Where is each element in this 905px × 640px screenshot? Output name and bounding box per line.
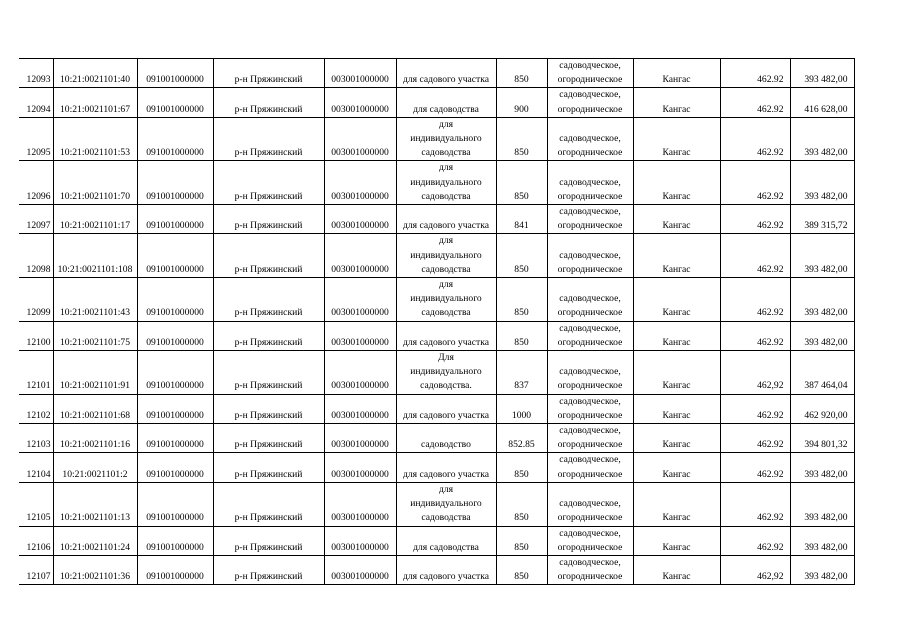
row-number-cell: 12107 — [19, 555, 53, 584]
row-number-cell: 12102 — [19, 394, 53, 423]
permitted-use-cell — [396, 526, 496, 555]
use-category-cell-line: огородническое — [557, 74, 623, 86]
permitted-use-cell-line: индивидуального — [410, 176, 482, 188]
district-cell: р-н Пряжинский — [213, 278, 324, 322]
locality-cell: Кангас — [633, 555, 720, 584]
row-number-cell: 12104 — [19, 453, 53, 482]
row-number-cell: 12101 — [19, 351, 53, 395]
oktmo-code-cell: 003001000000 — [324, 482, 396, 526]
permitted-use-cell-line: для садового участка — [402, 74, 490, 86]
row-number-cell: 12094 — [19, 88, 53, 117]
cadastral-value-cell: 393 482,00 — [790, 161, 854, 205]
use-category-cell-line: огородническое — [557, 380, 623, 392]
cadastral-number-cell: 10:21:0021101:67 — [53, 88, 137, 117]
oktmo-code-cell: 003001000000 — [324, 351, 396, 395]
table-row — [19, 394, 854, 423]
permitted-use-cell-line: садоводства — [421, 147, 471, 159]
permitted-use-cell-line: садоводства — [421, 263, 471, 275]
cadastral-number-cell: 10:21:0021101:13 — [53, 482, 137, 526]
area-cell: 850 — [496, 555, 547, 584]
cadastral-value-cell: 393 482,00 — [790, 117, 854, 161]
specific-value-cell: 462.92 — [720, 88, 790, 117]
use-category-cell-line: огородническое — [557, 103, 623, 115]
row-number-cell: 12097 — [19, 205, 53, 234]
permitted-use-cell — [396, 205, 496, 234]
specific-value-cell: 462,92 — [720, 555, 790, 584]
oktmo-code-cell: 003001000000 — [324, 234, 396, 278]
row-number-cell: 12093 — [19, 59, 53, 88]
district-cell: р-н Пряжинский — [213, 234, 324, 278]
use-category-cell-line: садоводческое, — [559, 498, 621, 510]
use-category-cell — [547, 234, 633, 278]
cadastral-value-cell: 416 628,00 — [790, 88, 854, 117]
oktmo-code-cell: 003001000000 — [324, 88, 396, 117]
cadastral-number-cell: 10:21:0021101:68 — [53, 394, 137, 423]
cadastral-number-cell: 10:21:0021101:36 — [53, 555, 137, 584]
permitted-use-cell — [396, 278, 496, 322]
district-cell: р-н Пряжинский — [213, 394, 324, 423]
cadastral-value-table — [19, 58, 855, 585]
row-number-cell: 12105 — [19, 482, 53, 526]
cadastral-number-cell: 10:21:0021101:16 — [53, 424, 137, 453]
permitted-use-cell-line: для — [438, 483, 454, 495]
oktmo-code-cell: 003001000000 — [324, 526, 396, 555]
use-category-cell — [547, 394, 633, 423]
use-category-cell-line: огородническое — [557, 541, 623, 553]
use-category-cell — [547, 453, 633, 482]
locality-cell: Кангас — [633, 205, 720, 234]
oktmo-code-cell: 003001000000 — [324, 205, 396, 234]
row-number-cell: 12095 — [19, 117, 53, 161]
permitted-use-cell-line: для садового участка — [402, 409, 490, 421]
specific-value-cell: 462.92 — [720, 424, 790, 453]
cadastral-number-cell: 10:21:0021101:17 — [53, 205, 137, 234]
permitted-use-cell — [396, 117, 496, 161]
okato-code-cell: 091001000000 — [137, 351, 213, 395]
use-category-cell-line: огородническое — [557, 468, 623, 480]
specific-value-cell: 462.92 — [720, 453, 790, 482]
use-category-cell-line: садоводческое, — [559, 206, 621, 218]
district-cell: р-н Пряжинский — [213, 526, 324, 555]
use-category-cell — [547, 161, 633, 205]
permitted-use-cell-line: индивидуального — [410, 293, 482, 305]
table-row — [19, 555, 854, 584]
table-row — [19, 482, 854, 526]
area-cell: 850 — [496, 526, 547, 555]
okato-code-cell: 091001000000 — [137, 526, 213, 555]
specific-value-cell: 462.92 — [720, 278, 790, 322]
specific-value-cell: 462.92 — [720, 526, 790, 555]
area-cell: 850 — [496, 161, 547, 205]
use-category-cell — [547, 321, 633, 350]
use-category-cell-line: садоводческое, — [559, 322, 621, 334]
use-category-cell-line: садоводческое, — [559, 133, 621, 145]
specific-value-cell: 462.92 — [720, 482, 790, 526]
specific-value-cell: 462.92 — [720, 234, 790, 278]
cadastral-number-cell: 10:21:0021101:108 — [53, 234, 137, 278]
okato-code-cell: 091001000000 — [137, 482, 213, 526]
okato-code-cell: 091001000000 — [137, 424, 213, 453]
cadastral-number-cell: 10:21:0021101:2 — [53, 453, 137, 482]
cadastral-number-cell: 10:21:0021101:91 — [53, 351, 137, 395]
permitted-use-cell-line: для садоводства — [413, 103, 479, 115]
okato-code-cell: 091001000000 — [137, 278, 213, 322]
permitted-use-cell — [396, 482, 496, 526]
permitted-use-cell-line: садоводства — [421, 190, 471, 202]
table-row — [19, 351, 854, 395]
use-category-cell-line: огородническое — [557, 147, 623, 159]
cadastral-value-cell: 393 482,00 — [790, 278, 854, 322]
okato-code-cell: 091001000000 — [137, 117, 213, 161]
use-category-cell — [547, 482, 633, 526]
permitted-use-cell — [396, 424, 496, 453]
table-row — [19, 526, 854, 555]
permitted-use-cell-line: садоводства — [421, 307, 471, 319]
row-number-cell: 12096 — [19, 161, 53, 205]
use-category-cell — [547, 205, 633, 234]
permitted-use-cell — [396, 88, 496, 117]
area-cell: 850 — [496, 117, 547, 161]
district-cell: р-н Пряжинский — [213, 59, 324, 88]
use-category-cell-line: огородническое — [557, 512, 623, 524]
permitted-use-cell — [396, 453, 496, 482]
use-category-cell — [547, 351, 633, 395]
use-category-cell — [547, 424, 633, 453]
permitted-use-cell-line: садоводства. — [420, 380, 472, 392]
okato-code-cell: 091001000000 — [137, 205, 213, 234]
cadastral-value-cell: 462 920,00 — [790, 394, 854, 423]
district-cell: р-н Пряжинский — [213, 453, 324, 482]
use-category-cell-line: огородническое — [557, 307, 623, 319]
area-cell: 850 — [496, 482, 547, 526]
oktmo-code-cell: 003001000000 — [324, 424, 396, 453]
row-number-cell: 12103 — [19, 424, 53, 453]
cadastral-value-cell: 393 482,00 — [790, 555, 854, 584]
use-category-cell — [547, 117, 633, 161]
cadastral-value-cell: 393 482,00 — [790, 59, 854, 88]
cadastral-number-cell: 10:21:0021101:40 — [53, 59, 137, 88]
use-category-cell-line: огородническое — [557, 409, 623, 421]
specific-value-cell: 462.92 — [720, 59, 790, 88]
district-cell: р-н Пряжинский — [213, 161, 324, 205]
specific-value-cell: 462,92 — [720, 351, 790, 395]
table-row — [19, 59, 854, 88]
area-cell: 850 — [496, 234, 547, 278]
use-category-cell-line: садоводческое, — [559, 366, 621, 378]
cadastral-number-cell: 10:21:0021101:70 — [53, 161, 137, 205]
area-cell: 850 — [496, 59, 547, 88]
use-category-cell-line: огородническое — [557, 190, 623, 202]
locality-cell: Кангас — [633, 351, 720, 395]
okato-code-cell: 091001000000 — [137, 88, 213, 117]
cadastral-value-cell: 393 482,00 — [790, 234, 854, 278]
permitted-use-cell-line: для садового участка — [402, 468, 490, 480]
permitted-use-cell-line: для — [438, 279, 454, 291]
permitted-use-cell — [396, 59, 496, 88]
locality-cell: Кангас — [633, 453, 720, 482]
cadastral-number-cell: 10:21:0021101:24 — [53, 526, 137, 555]
okato-code-cell: 091001000000 — [137, 555, 213, 584]
specific-value-cell: 462.92 — [720, 394, 790, 423]
permitted-use-cell-line: для садового участка — [402, 336, 490, 348]
oktmo-code-cell: 003001000000 — [324, 59, 396, 88]
locality-cell: Кангас — [633, 394, 720, 423]
table-row — [19, 278, 854, 322]
use-category-cell-line: садоводческое, — [559, 89, 621, 101]
permitted-use-cell-line: для садового участка — [402, 220, 490, 232]
area-cell: 850 — [496, 278, 547, 322]
row-number-cell: 12100 — [19, 321, 53, 350]
use-category-cell-line: огородническое — [557, 439, 623, 451]
district-cell: р-н Пряжинский — [213, 351, 324, 395]
locality-cell: Кангас — [633, 278, 720, 322]
use-category-cell-line: садоводческое, — [559, 454, 621, 466]
use-category-cell-line: садоводческое, — [559, 60, 621, 71]
table-row — [19, 424, 854, 453]
table-row — [19, 161, 854, 205]
permitted-use-cell — [396, 555, 496, 584]
area-cell: 850 — [496, 453, 547, 482]
permitted-use-cell-line: индивидуального — [410, 366, 482, 378]
okato-code-cell: 091001000000 — [137, 234, 213, 278]
oktmo-code-cell: 003001000000 — [324, 161, 396, 205]
permitted-use-cell-line: садоводство — [421, 439, 471, 451]
area-cell: 1000 — [496, 394, 547, 423]
locality-cell: Кангас — [633, 526, 720, 555]
use-category-cell-line: садоводческое, — [559, 425, 621, 437]
locality-cell: Кангас — [633, 88, 720, 117]
row-number-cell: 12099 — [19, 278, 53, 322]
table-row — [19, 117, 854, 161]
use-category-cell-line: садоводческое, — [559, 176, 621, 188]
cadastral-value-cell: 389 315,72 — [790, 205, 854, 234]
permitted-use-cell-line: для — [438, 162, 454, 174]
use-category-cell — [547, 555, 633, 584]
district-cell: р-н Пряжинский — [213, 555, 324, 584]
use-category-cell — [547, 59, 633, 88]
use-category-cell-line: огородническое — [557, 263, 623, 275]
okato-code-cell: 091001000000 — [137, 59, 213, 88]
locality-cell: Кангас — [633, 321, 720, 350]
oktmo-code-cell: 003001000000 — [324, 555, 396, 584]
specific-value-cell: 462.92 — [720, 161, 790, 205]
specific-value-cell: 462.92 — [720, 117, 790, 161]
district-cell: р-н Пряжинский — [213, 424, 324, 453]
cadastral-value-cell: 394 801,32 — [790, 424, 854, 453]
table-row — [19, 321, 854, 350]
cadastral-value-cell: 393 482,00 — [790, 526, 854, 555]
locality-cell: Кангас — [633, 482, 720, 526]
oktmo-code-cell: 003001000000 — [324, 321, 396, 350]
use-category-cell — [547, 526, 633, 555]
use-category-cell-line: садоводческое, — [559, 249, 621, 261]
specific-value-cell: 462.92 — [720, 321, 790, 350]
okato-code-cell: 091001000000 — [137, 161, 213, 205]
permitted-use-cell-line: для садоводства — [413, 541, 479, 553]
okato-code-cell: 091001000000 — [137, 321, 213, 350]
table-body — [19, 59, 854, 585]
permitted-use-cell-line: индивидуального — [410, 133, 482, 145]
specific-value-cell: 462.92 — [720, 205, 790, 234]
permitted-use-cell-line: индивидуального — [410, 249, 482, 261]
cadastral-value-cell: 393 482,00 — [790, 453, 854, 482]
permitted-use-cell-line: для садового участка — [402, 571, 490, 583]
district-cell: р-н Пряжинский — [213, 321, 324, 350]
area-cell: 900 — [496, 88, 547, 117]
row-number-cell: 12098 — [19, 234, 53, 278]
cadastral-number-cell: 10:21:0021101:75 — [53, 321, 137, 350]
permitted-use-cell — [396, 234, 496, 278]
area-cell: 852.85 — [496, 424, 547, 453]
okato-code-cell: 091001000000 — [137, 394, 213, 423]
cadastral-number-cell: 10:21:0021101:53 — [53, 117, 137, 161]
permitted-use-cell-line: для — [438, 235, 454, 247]
locality-cell: Кангас — [633, 117, 720, 161]
use-category-cell — [547, 88, 633, 117]
locality-cell: Кангас — [633, 234, 720, 278]
oktmo-code-cell: 003001000000 — [324, 453, 396, 482]
use-category-cell-line: садоводческое, — [559, 293, 621, 305]
permitted-use-cell-line: Для — [438, 352, 454, 364]
cadastral-value-cell: 393 482,00 — [790, 321, 854, 350]
use-category-cell-line: огородническое — [557, 336, 623, 348]
permitted-use-cell-line: садоводства — [421, 512, 471, 524]
district-cell: р-н Пряжинский — [213, 482, 324, 526]
okato-code-cell: 091001000000 — [137, 453, 213, 482]
permitted-use-cell-line: для — [438, 118, 454, 130]
area-cell: 837 — [496, 351, 547, 395]
permitted-use-cell-line: индивидуального — [410, 498, 482, 510]
cadastral-value-cell: 393 482,00 — [790, 482, 854, 526]
permitted-use-cell — [396, 321, 496, 350]
permitted-use-cell — [396, 351, 496, 395]
use-category-cell-line: садоводческое, — [559, 527, 621, 539]
use-category-cell-line: садоводческое, — [559, 556, 621, 568]
permitted-use-cell — [396, 161, 496, 205]
table-row — [19, 234, 854, 278]
cadastral-value-cell: 387 464,04 — [790, 351, 854, 395]
table-row — [19, 453, 854, 482]
cadastral-number-cell: 10:21:0021101:43 — [53, 278, 137, 322]
table-row — [19, 205, 854, 234]
locality-cell: Кангас — [633, 161, 720, 205]
use-category-cell — [547, 278, 633, 322]
locality-cell: Кангас — [633, 424, 720, 453]
district-cell: р-н Пряжинский — [213, 88, 324, 117]
oktmo-code-cell: 003001000000 — [324, 117, 396, 161]
use-category-cell-line: садоводческое, — [559, 395, 621, 407]
area-cell: 841 — [496, 205, 547, 234]
district-cell: р-н Пряжинский — [213, 205, 324, 234]
oktmo-code-cell: 003001000000 — [324, 278, 396, 322]
locality-cell: Кангас — [633, 59, 720, 88]
area-cell: 850 — [496, 321, 547, 350]
district-cell: р-н Пряжинский — [213, 117, 324, 161]
use-category-cell-line: огородническое — [557, 220, 623, 232]
use-category-cell-line: огородническое — [557, 571, 623, 583]
permitted-use-cell — [396, 394, 496, 423]
table-row — [19, 88, 854, 117]
oktmo-code-cell: 003001000000 — [324, 394, 396, 423]
row-number-cell: 12106 — [19, 526, 53, 555]
